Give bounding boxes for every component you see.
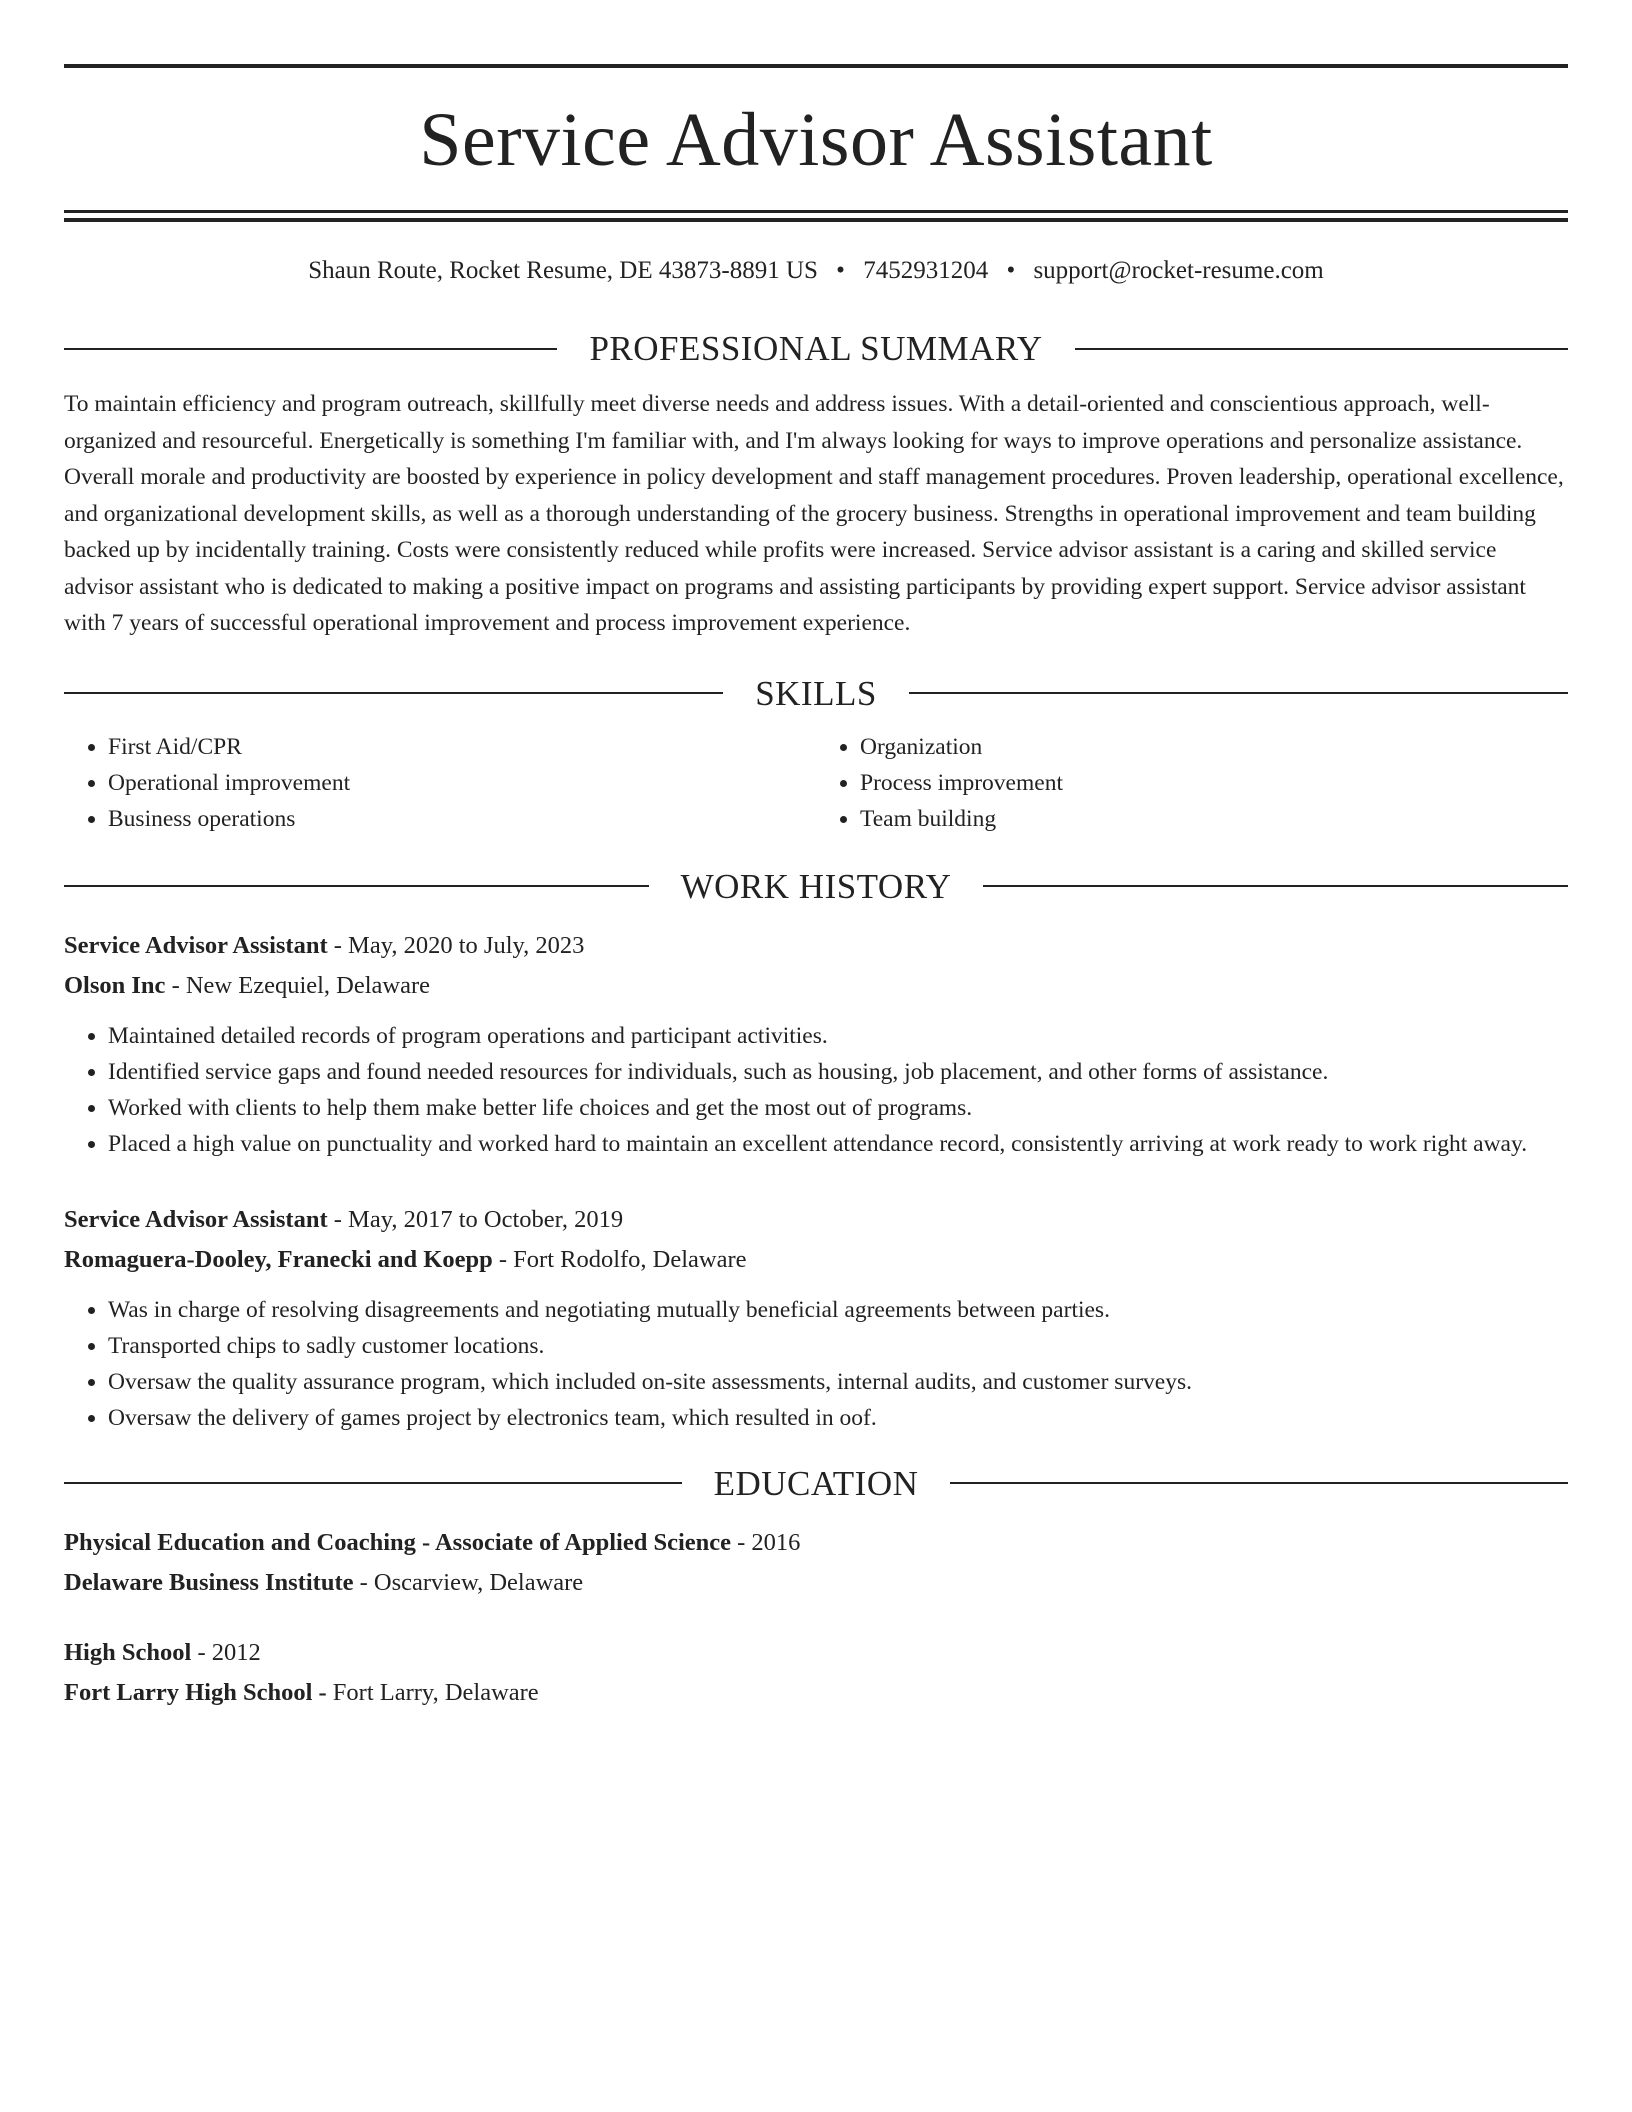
job-location: - New Ezequiel, Delaware bbox=[165, 971, 431, 999]
job-company-line bbox=[64, 1240, 1568, 1280]
skills-heading bbox=[64, 673, 1568, 713]
skills-column-left bbox=[64, 729, 816, 837]
education-heading-label: EDUCATION bbox=[713, 1463, 919, 1503]
heading-rule bbox=[64, 348, 557, 350]
education-location: Fort Larry, Delaware bbox=[332, 1678, 539, 1706]
job-dates: - May, 2017 to October, 2019 bbox=[327, 1205, 624, 1233]
work-heading-label: WORK HISTORY bbox=[680, 866, 952, 906]
contact-separator: • bbox=[836, 257, 845, 284]
education-location: Oscarview, Delaware bbox=[373, 1568, 584, 1596]
skill-item: • Business operations bbox=[108, 801, 816, 837]
education-school: Fort Larry High School - bbox=[64, 1678, 327, 1706]
education-year: - 2012 bbox=[191, 1638, 261, 1666]
job-entry bbox=[64, 926, 1568, 1162]
skill-item: • Operational improvement bbox=[108, 765, 816, 801]
heading-rule bbox=[64, 885, 649, 887]
education-school-line bbox=[64, 1673, 1568, 1713]
heading-rule bbox=[950, 1482, 1568, 1484]
skills-heading-label: SKILLS bbox=[755, 673, 877, 713]
job-bullet: • Was in charge of resolving disagreements and negotiating mutually beneficial agreements between parties. bbox=[108, 1292, 1568, 1328]
education-heading bbox=[64, 1463, 1568, 1503]
job-bullet: • Oversaw the delivery of games project by electronics team, which resulted in oof. bbox=[108, 1400, 1568, 1436]
education-school-separator: - bbox=[353, 1568, 374, 1596]
job-dates: - May, 2020 to July, 2023 bbox=[327, 931, 585, 959]
education-degree-line bbox=[64, 1633, 1568, 1673]
summary-heading-label: PROFESSIONAL SUMMARY bbox=[589, 329, 1043, 368]
contact-email: support@rocket-resume.com bbox=[1033, 257, 1324, 284]
job-entry bbox=[64, 1200, 1568, 1436]
education-school: Delaware Business Institute bbox=[64, 1568, 354, 1596]
contact-line bbox=[64, 258, 1568, 283]
header-top-rule bbox=[64, 64, 1568, 68]
education-entry bbox=[64, 1633, 1568, 1713]
skill-item: • Team building bbox=[860, 801, 1568, 837]
education-entry bbox=[64, 1523, 1568, 1603]
job-bullet: • Maintained detailed records of program operations and participant activities. bbox=[108, 1018, 1568, 1054]
job-title-line bbox=[64, 1200, 1568, 1240]
job-bullets bbox=[64, 1292, 1568, 1436]
education-degree-line bbox=[64, 1523, 1568, 1563]
skills-column-right bbox=[816, 729, 1568, 837]
job-bullet: • Identified service gaps and found needed resources for individuals, such as housing, job placement, and other forms of assistance. bbox=[108, 1054, 1568, 1090]
resume-page bbox=[64, 64, 1568, 1713]
work-heading bbox=[64, 866, 1568, 906]
job-title: Service Advisor Assistant bbox=[64, 1205, 328, 1233]
job-title-line bbox=[64, 926, 1568, 966]
header-double-rule bbox=[64, 210, 1568, 222]
education-school-line bbox=[64, 1563, 1568, 1603]
education-degree: Physical Education and Coaching - Associate of Applied Science bbox=[64, 1528, 732, 1556]
skill-item: • First Aid/CPR bbox=[108, 729, 816, 765]
job-title: Service Advisor Assistant bbox=[64, 931, 328, 959]
heading-rule bbox=[983, 885, 1568, 887]
summary-text: To maintain efficiency and program outreach, skillfully meet diverse needs and address issues. With a detail-oriented and conscientious approach, well-organized and resourceful. Energetically is something I'm familiar with, and I'm always looking for ways to improve operations and personalize assistance. Overall morale and productivity are boosted by experience in policy development and staff management procedures. Proven leadership, operational excellence, and organizational development skills, as well as a thorough understanding of the grocery business. Strengths in operational improvement and team building backed up by incidentally training. Costs were consistently reduced while profits were increased. Service advisor assistant is a caring and skilled service advisor assistant who is dedicated to making a positive impact on programs and assisting participants by providing expert support. Service advisor assistant with 7 years of successful operational improvement and process improvement experience. bbox=[64, 391, 1564, 636]
job-company: Romaguera-Dooley, Franecki and Koepp bbox=[64, 1245, 493, 1273]
job-bullets bbox=[64, 1018, 1568, 1162]
heading-rule bbox=[64, 1482, 682, 1484]
contact-separator: • bbox=[1006, 257, 1016, 284]
skill-item: • Process improvement bbox=[860, 765, 1568, 801]
heading-rule bbox=[909, 692, 1568, 694]
heading-rule bbox=[64, 692, 723, 694]
resume-title: Service Advisor Assistant bbox=[419, 98, 1213, 182]
education-year: - 2016 bbox=[731, 1528, 801, 1556]
job-company-line bbox=[64, 966, 1568, 1006]
job-bullet: • Placed a high value on punctuality and worked hard to maintain an excellent attendance record, consistently arriving at work ready to work right away. bbox=[108, 1126, 1568, 1162]
job-company: Olson Inc bbox=[64, 971, 166, 999]
contact-phone: 7452931204 bbox=[863, 257, 989, 284]
job-location: - Fort Rodolfo, Delaware bbox=[492, 1245, 747, 1273]
job-bullet: • Worked with clients to help them make better life choices and get the most out of programs. bbox=[108, 1090, 1568, 1126]
heading-rule bbox=[1075, 348, 1568, 350]
contact-address: Shaun Route, Rocket Resume, DE 43873-8891 US bbox=[308, 257, 818, 284]
job-bullet: • Oversaw the quality assurance program, which included on-site assessments, internal audits, and customer surveys. bbox=[108, 1364, 1568, 1400]
skill-item: • Organization bbox=[860, 729, 1568, 765]
job-bullet: • Transported chips to sadly customer locations. bbox=[108, 1328, 1568, 1364]
education-degree: High School bbox=[64, 1638, 192, 1666]
skills-list bbox=[64, 729, 1568, 837]
summary-heading bbox=[64, 331, 1568, 366]
